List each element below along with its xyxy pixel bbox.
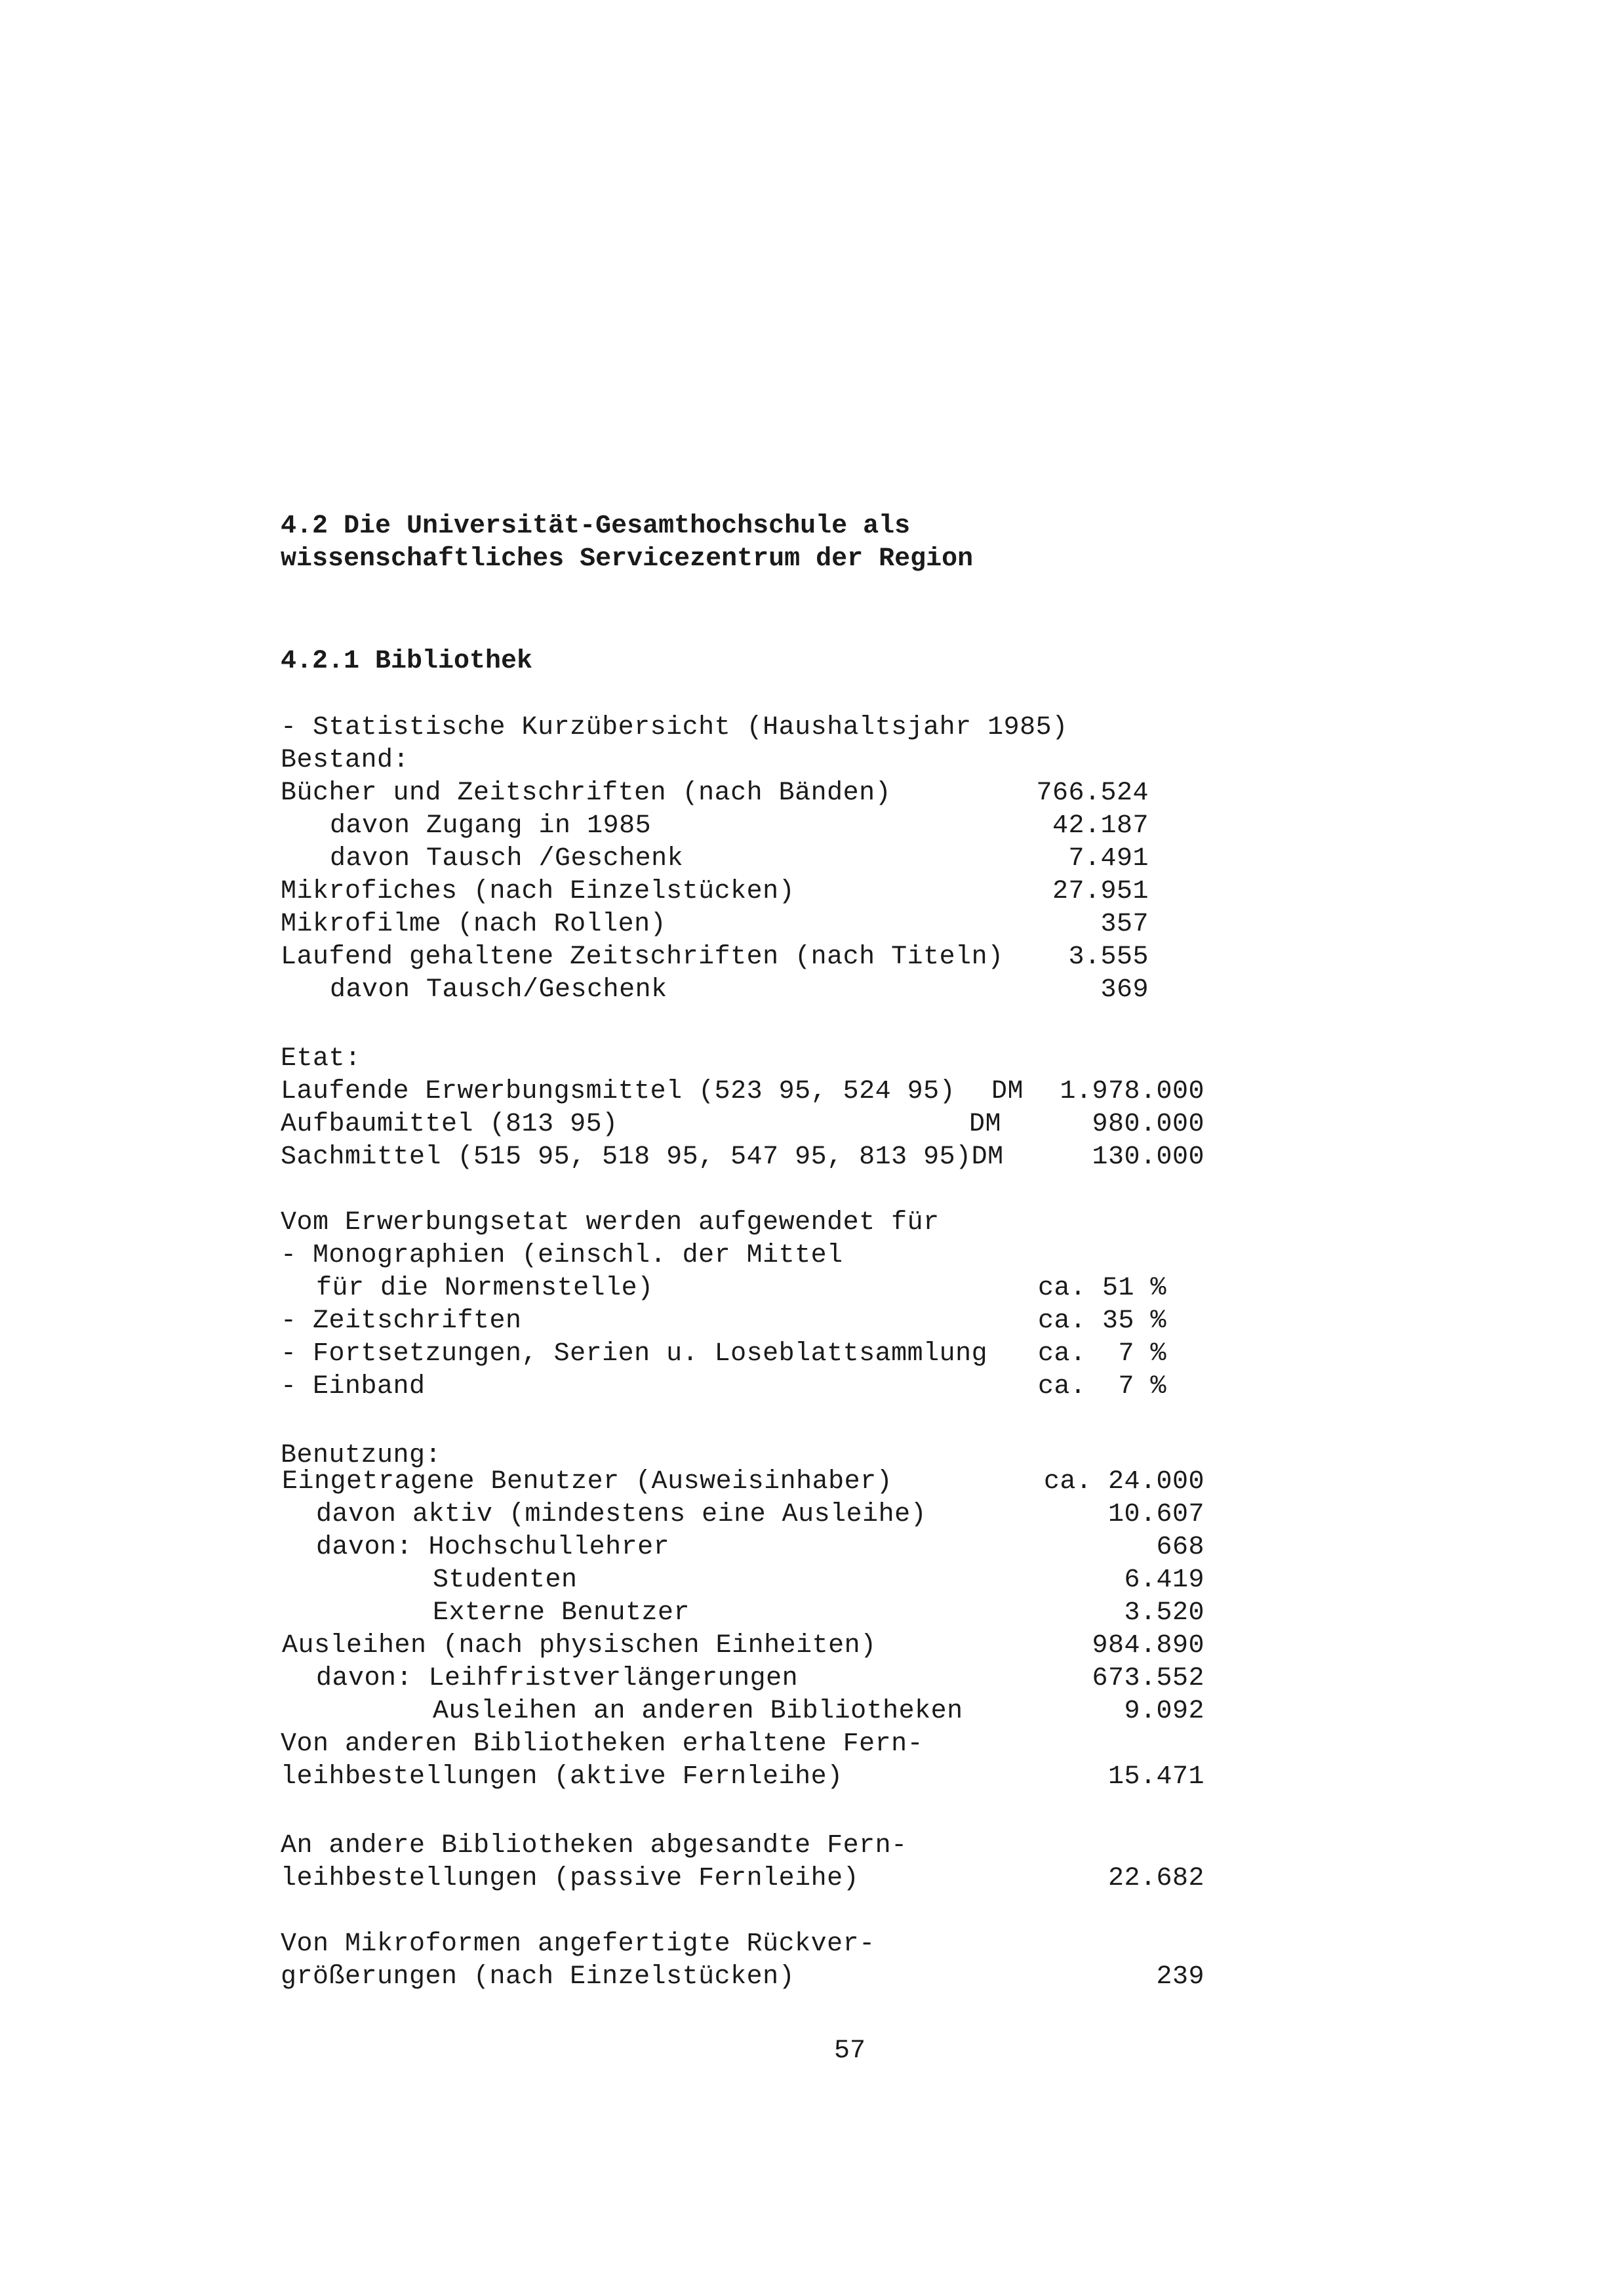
erwerbung-row-label: - Monographien (einschl. der Mittel xyxy=(281,1241,843,1270)
overview-row-value: 27.951 xyxy=(1052,877,1149,906)
overview-row-value: 42.187 xyxy=(1052,811,1149,841)
overview-row-value: 7.491 xyxy=(1068,844,1149,874)
benutzung-row-label: leihbestellungen (aktive Fernleihe) xyxy=(281,1762,843,1792)
passive-fernleihe-line2: leihbestellungen (passive Fernleihe) xyxy=(281,1864,860,1893)
overview-row-value: 766.524 xyxy=(1036,778,1149,808)
overview-row-label: davon Tausch /Geschenk xyxy=(330,844,684,874)
etat-row-value: 980.000 xyxy=(1092,1110,1204,1139)
erwerbung-intro: Vom Erwerbungsetat werden aufgewendet für xyxy=(281,1208,940,1238)
benutzung-row-value: 15.471 xyxy=(1107,1762,1204,1792)
benutzung-row-label: davon aktiv (mindestens eine Ausleihe) xyxy=(316,1500,927,1529)
erwerbung-row-value: ca. 51 % xyxy=(1038,1274,1167,1303)
erwerbung-row-value: ca. 35 % xyxy=(1038,1306,1167,1336)
overview-row-label: Mikrofilme (nach Rollen) xyxy=(281,910,667,939)
overview-row-label: Laufend gehaltene Zeitschriften (nach Titeln) xyxy=(281,942,1004,972)
overview-row-label: davon Tausch/Geschenk xyxy=(330,975,667,1005)
erwerbung-row-label: - Fortsetzungen, Serien u. Loseblattsammlung xyxy=(281,1339,988,1369)
overview-row-label: Mikrofiches (nach Einzelstücken) xyxy=(281,877,795,906)
etat-row-label: Sachmittel (515 95, 518 95, 547 95, 813 95)DM xyxy=(281,1142,1004,1172)
benutzung-row-label: davon: Leihfristverlängerungen xyxy=(316,1664,799,1693)
subsection-heading: 4.2.1 Bibliothek xyxy=(281,647,533,676)
mikroformen-value: 239 xyxy=(1156,1962,1204,1992)
overview-row-value: 357 xyxy=(1100,910,1149,939)
overview-row-value: 3.555 xyxy=(1068,942,1149,972)
benutzung-row-value: ca. 24.000 xyxy=(1043,1467,1204,1497)
benutzung-row-label: davon: Hochschullehrer xyxy=(316,1533,670,1562)
etat-row-label: Laufende Erwerbungsmittel (523 95, 524 95) xyxy=(281,1077,956,1106)
mikroformen-line1: Von Mikroformen angefertigte Rückver- xyxy=(281,1929,875,1959)
overview-row-label: davon Zugang in 1985 xyxy=(330,811,652,841)
overview-title: - Statistische Kurzübersicht (Haushaltsjahr 1985) xyxy=(281,713,1068,742)
benutzung-row-label: Von anderen Bibliotheken erhaltene Fern- xyxy=(281,1729,924,1759)
benutzung-row-value: 3.520 xyxy=(1124,1598,1204,1628)
etat-row-value: 1.978.000 xyxy=(1060,1077,1204,1106)
mikroformen-line2: größerungen (nach Einzelstücken) xyxy=(281,1962,795,1992)
benutzung-row-value: 668 xyxy=(1156,1533,1204,1562)
erwerbung-row-label: - Einband xyxy=(281,1372,426,1401)
etat-row-label: Aufbaumittel (813 95) xyxy=(281,1110,618,1139)
bestand-label: Bestand: xyxy=(281,746,410,775)
erwerbung-row-value: ca. 7 % xyxy=(1038,1339,1167,1369)
benutzung-row-value: 9.092 xyxy=(1124,1697,1204,1726)
etat-row-currency: DM xyxy=(969,1110,1002,1139)
benutzung-row-label: Eingetragene Benutzer (Ausweisinhaber) xyxy=(282,1467,893,1497)
benutzung-row-value: 6.419 xyxy=(1124,1565,1204,1595)
benutzung-row-label: Studenten xyxy=(433,1565,578,1595)
benutzung-row-value: 10.607 xyxy=(1107,1500,1204,1529)
etat-row-value: 130.000 xyxy=(1092,1142,1204,1172)
overview-row-value: 369 xyxy=(1100,975,1149,1005)
benutzung-row-value: 673.552 xyxy=(1092,1664,1204,1693)
section-heading-line1: 4.2 Die Universität-Gesamthochschule als xyxy=(281,512,911,541)
page-number: 57 xyxy=(834,2036,866,2066)
benutzung-row-label: Ausleihen (nach physischen Einheiten) xyxy=(282,1631,877,1661)
etat-label: Etat: xyxy=(281,1044,361,1074)
passive-fernleihe-value: 22.682 xyxy=(1107,1864,1204,1893)
erwerbung-row-label: - Zeitschriften xyxy=(281,1306,522,1336)
section-heading-line2: wissenschaftliches Servicezentrum der Region xyxy=(281,544,974,574)
benutzung-row-label: Ausleihen an anderen Bibliotheken xyxy=(433,1697,963,1726)
overview-row-label: Bücher und Zeitschriften (nach Bänden) xyxy=(281,778,892,808)
erwerbung-row-value: ca. 7 % xyxy=(1038,1372,1167,1401)
benutzung-row-label: Externe Benutzer xyxy=(433,1598,690,1628)
benutzung-row-value: 984.890 xyxy=(1092,1631,1204,1661)
passive-fernleihe-line1: An andere Bibliotheken abgesandte Fern- xyxy=(281,1831,907,1861)
erwerbung-row-label: für die Normenstelle) xyxy=(316,1274,654,1303)
etat-row-currency: DM xyxy=(991,1077,1024,1106)
benutzung-label: Benutzung: xyxy=(281,1441,442,1470)
